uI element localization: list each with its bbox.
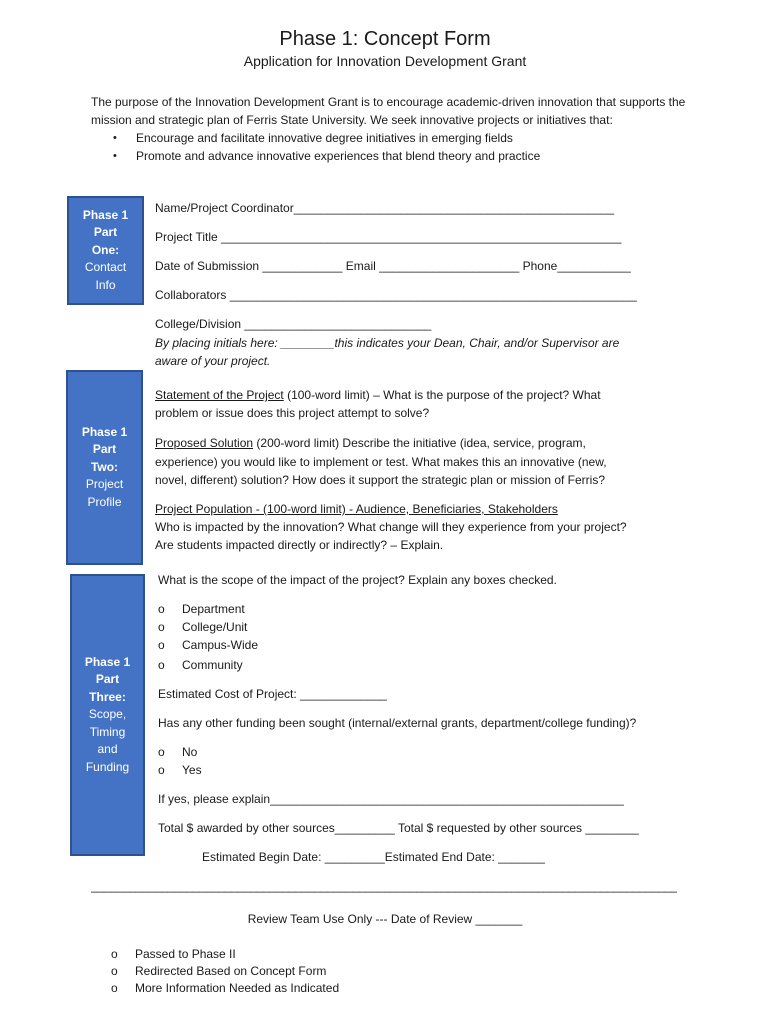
- option-label: Department: [182, 602, 245, 616]
- part-three-label-line: Part: [95, 672, 120, 687]
- option-circle-icon[interactable]: o: [158, 638, 165, 652]
- solution-text: (200-word limit) Describe the initiative (idea, service, program,: [253, 436, 586, 450]
- funding-option-yes[interactable]: [158, 761, 202, 779]
- option-label: Campus-Wide: [182, 638, 259, 652]
- part-three-label-line: Scope,: [88, 707, 127, 722]
- coordinator-field[interactable]: Name/Project Coordinator________________________________________________: [155, 201, 615, 215]
- funding-totals-field[interactable]: Total $ awarded by other sources_________ Total $ requested by other sources ________: [158, 821, 639, 835]
- initials-field[interactable]: By placing initials here: ________this indicates your Dean, Chair, and/or Supervisor are: [155, 336, 620, 350]
- option-label: More Information Needed as Indicated: [135, 981, 340, 995]
- option-label: Redirected Based on Concept Form: [135, 964, 327, 978]
- population-text-line: Who is impacted by the innovation? What change will they experience from your project?: [155, 520, 627, 534]
- part-three-label-box: [70, 574, 145, 856]
- form-title: Phase 1: Concept Form: [279, 28, 491, 50]
- option-label: No: [182, 745, 198, 759]
- option-circle-icon[interactable]: o: [158, 763, 165, 777]
- part-three-label-line: Three:: [89, 689, 126, 704]
- collaborators-field[interactable]: Collaborators _____________________________________________________________: [155, 288, 637, 302]
- solution-heading: Proposed Solution: [155, 436, 254, 450]
- part-one-label-line: Contact: [84, 260, 127, 275]
- option-circle-icon[interactable]: o: [158, 745, 165, 759]
- part-one-label-line: Info: [95, 277, 116, 292]
- solution-text-line: novel, different) solution? How does it support the strategic plan or mission of Ferris?: [155, 473, 605, 487]
- solution-prompt: [155, 434, 586, 452]
- review-option-passed[interactable]: [111, 945, 236, 963]
- option-circle-icon[interactable]: o: [158, 620, 165, 634]
- estimated-cost-field[interactable]: Estimated Cost of Project: _____________: [158, 687, 387, 701]
- option-circle-icon[interactable]: o: [158, 602, 165, 616]
- scope-option-community[interactable]: [158, 656, 243, 674]
- funding-option-no[interactable]: [158, 743, 197, 761]
- part-two-label-line: Two:: [90, 459, 119, 474]
- funding-explain-field[interactable]: If yes, please explain_____________________________________________________: [158, 792, 624, 806]
- part-three-label-line: and: [97, 742, 118, 757]
- submission-email-phone-field[interactable]: Date of Submission ____________ Email _____________________ Phone___________: [155, 259, 631, 273]
- solution-text-line: experience) you would like to implement or test. What makes this an innovative (new,: [155, 455, 607, 469]
- option-circle-icon[interactable]: o: [158, 658, 165, 672]
- project-title-field[interactable]: Project Title ____________________________________________________________: [155, 230, 622, 244]
- part-one-label-line: Part: [93, 225, 118, 240]
- intro-bullet-list: [91, 129, 691, 165]
- part-two-label-line: Phase 1: [81, 424, 128, 439]
- part-one-label-line: Phase 1: [82, 207, 129, 222]
- part-three-label-line: Timing: [89, 724, 126, 739]
- option-label: College/Unit: [182, 620, 248, 634]
- scope-option-college-unit[interactable]: [158, 618, 247, 636]
- population-heading: Project Population - (100-word limit) - Audience, Beneficiaries, Stakeholders: [155, 502, 558, 516]
- part-two-label-box: [66, 370, 143, 565]
- statement-text-line: problem or issue does this project attempt to solve?: [155, 406, 430, 420]
- statement-heading: Statement of the Project: [155, 388, 284, 402]
- statement-prompt: [155, 386, 601, 404]
- intro-section: [91, 93, 691, 165]
- estimated-dates-field[interactable]: Estimated Begin Date: _________Estimated End Date: _______: [202, 850, 545, 864]
- option-label: Passed to Phase II: [135, 947, 236, 961]
- part-one-label-box: [67, 196, 144, 305]
- review-heading: Review Team Use Only --- Date of Review _______: [247, 912, 523, 926]
- part-two-label-line: Part: [92, 442, 117, 457]
- intro-bullet: • Encourage and facilitate innovative degree initiatives in emerging fields: [91, 129, 691, 147]
- part-two-label-line: Project: [85, 477, 124, 492]
- part-two-label-line: Profile: [87, 494, 122, 509]
- review-option-more-info[interactable]: [111, 979, 339, 997]
- part-one-label-line: One:: [91, 242, 120, 257]
- option-label: Community: [182, 658, 243, 672]
- option-circle-icon[interactable]: o: [111, 964, 118, 978]
- scope-question: What is the scope of the impact of the project? Explain any boxes checked.: [158, 573, 557, 587]
- intro-paragraph: The purpose of the Innovation Development Grant is to encourage academic-driven innovation that supports the mission and strategic plan of Ferris State University. We seek innovative projects or initiatives that:: [91, 95, 686, 127]
- population-text-line: Are students impacted directly or indirectly? – Explain.: [155, 538, 444, 552]
- option-label: Yes: [182, 763, 202, 777]
- part-three-label-line: Phase 1: [84, 654, 131, 669]
- scope-option-department[interactable]: [158, 600, 245, 618]
- scope-option-campus-wide[interactable]: [158, 636, 258, 654]
- review-option-redirected[interactable]: [111, 962, 326, 980]
- college-division-field[interactable]: College/Division ____________________________: [155, 317, 432, 331]
- option-circle-icon[interactable]: o: [111, 981, 118, 995]
- section-divider: ____________________________________________________________________________________________: [91, 879, 677, 893]
- funding-question: Has any other funding been sought (internal/external grants, department/college funding)?: [158, 716, 637, 730]
- option-circle-icon[interactable]: o: [111, 947, 118, 961]
- initials-note: aware of your project.: [155, 354, 271, 368]
- intro-bullet: • Promote and advance innovative experiences that blend theory and practice: [91, 147, 691, 165]
- form-subtitle: Application for Innovation Development Grant: [243, 53, 527, 69]
- part-three-label-line: Funding: [85, 759, 130, 774]
- statement-text: (100-word limit) – What is the purpose of the project? What: [283, 388, 601, 402]
